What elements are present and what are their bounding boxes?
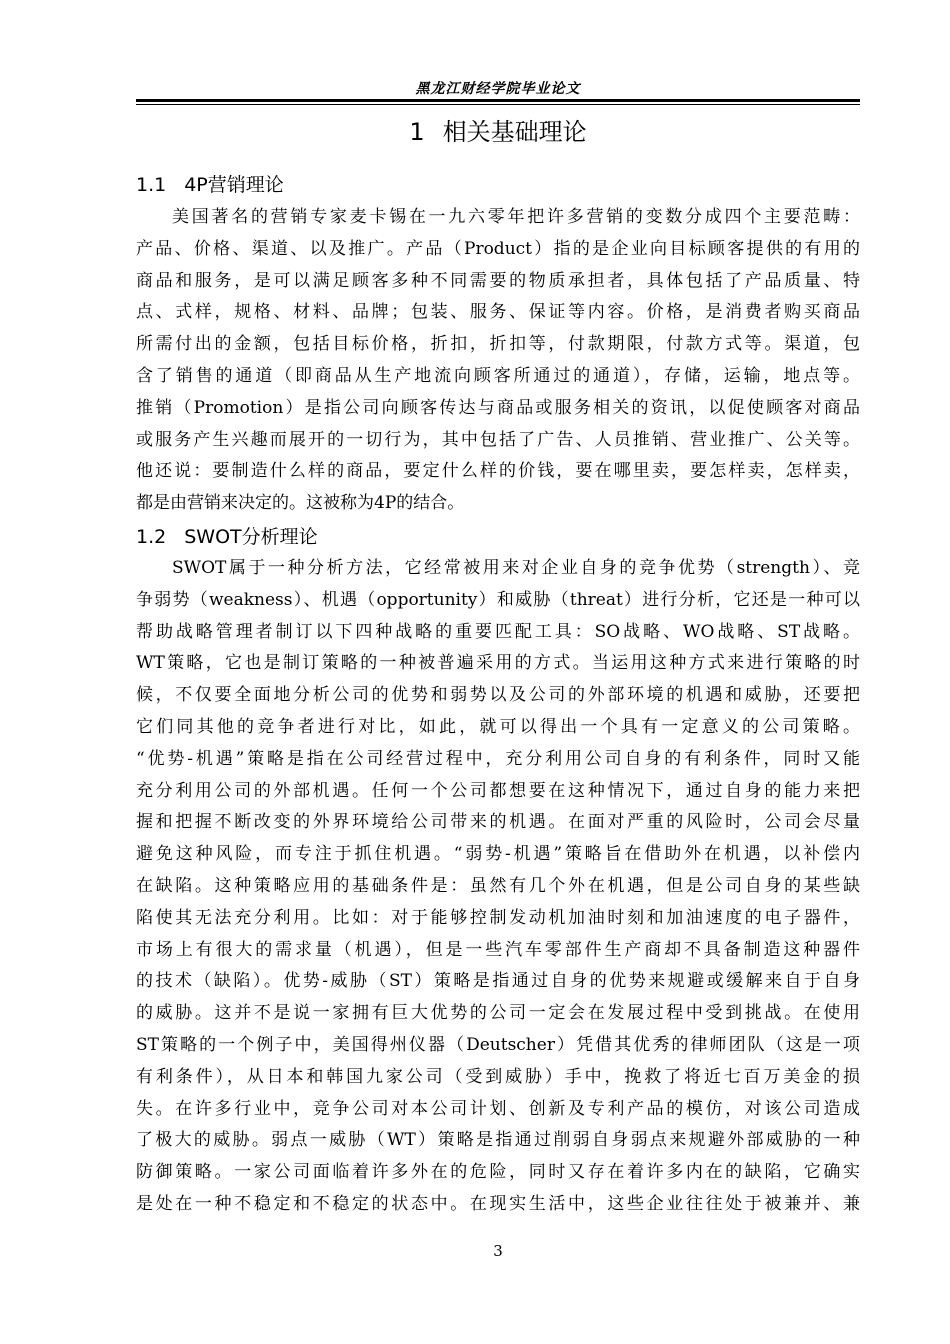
chapter-heading	[136, 112, 860, 147]
text-line: 市场上有很大的需求量（机遇），但是一些汽车零部件生产商却不具备制造这种器件	[136, 939, 860, 960]
section-number: 1.1	[136, 174, 167, 196]
paragraph-swot	[136, 553, 860, 1221]
text-line: 都是由营销来决定的。这被称为4P的结合。	[136, 493, 465, 514]
paragraph-4p	[136, 202, 860, 520]
text-line: “优势-机遇”策略是指在公司经营过程中，充分利用公司自身的有利条件，同时又能	[136, 748, 860, 769]
text-line: 防御策略。一家公司面临着许多外在的危险，同时又存在着许多内在的缺陷，它确实	[136, 1162, 860, 1183]
text-line: 候，不仅要全面地分析公司的优势和弱势以及公司的外部环境的机遇和威胁，还要把	[136, 685, 860, 706]
text-line: 了极大的威胁。弱点一威胁（WT）策略是指通过削弱自身弱点来规避外部威胁的一种	[136, 1130, 860, 1151]
text-line: WT策略，它也是制订策略的一种被普遍采用的方式。当运用这种方式来进行策略的时	[136, 653, 860, 674]
text-line: 产品、价格、渠道、以及推广。产品（Product）指的是企业向目标顾客提供的有用的	[136, 238, 860, 259]
text-line: 避免这种风险，而专注于抓住机遇。“弱势-机遇”策略旨在借助外在机遇，以补偿内	[136, 844, 860, 865]
text-line: 握和把握不断改变的外界环境给公司带来的机遇。在面对严重的风险时，公司会尽量	[136, 812, 860, 833]
text-line: 点、式样，规格、材料、品牌；包装、服务、保证等内容。价格，是消费者购买商品	[136, 302, 860, 323]
text-line: 的威胁。这并不是说一家拥有巨大优势的公司一定会在发展过程中受到挑战。在使用	[136, 1003, 860, 1024]
text-line: 充分利用公司的外部机遇。任何一个公司都想要在这种情况下，通过自身的能力来把	[136, 780, 860, 801]
header-rule-thick	[136, 99, 860, 102]
text-line: 的技术（缺陷）。优势-威胁（ST）策略是指通过自身的优势来规避或缓解来自于自身	[136, 971, 860, 992]
text-line: 商品和服务，是可以满足顾客多种不同需要的物质承担者，具体包括了产品质量、特	[136, 270, 860, 291]
header-rule-thin	[136, 104, 860, 105]
chapter-number: 1	[409, 118, 425, 146]
text-line: 美国著名的营销专家麦卡锡在一九六零年把许多营销的变数分成四个主要范畴：	[172, 207, 860, 227]
section-title: SWOT分析理论	[184, 526, 318, 548]
running-header: 黑龙江财经学院毕业论文	[415, 81, 581, 97]
section-title: 4P营销理论	[184, 174, 284, 196]
text-line: 含了销售的通道（即商品从生产地流向顾客所通过的通道），存储，运输，地点等。	[136, 365, 860, 386]
text-line: ST策略的一个例子中，美国得州仪器（Deutscher）凭借其优秀的律师团队（这是一项	[136, 1034, 860, 1055]
text-line: 是处在一种不稳定和不稳定的状态中。在现实生活中，这些企业往往处于被兼并、兼	[136, 1193, 860, 1214]
text-line: 它们同其他的竞争者进行对比，如此，就可以得出一个具有一定意义的公司策略。	[136, 716, 860, 737]
text-line: 他还说：要制造什么样的商品，要定什么样的价钱，要在哪里卖，要怎样卖，怎样卖，	[136, 461, 860, 482]
text-line: 在缺陷。这种策略应用的基础条件是：虽然有几个外在机遇，但是公司自身的某些缺	[136, 875, 860, 896]
section-heading-1-2	[136, 522, 318, 549]
text-line: 争弱势（weakness）、机遇（opportunity）和威胁（threat）进行分析，它还是一种可以	[136, 589, 860, 610]
section-heading-1-1	[136, 170, 284, 197]
page-number: 3	[493, 1242, 503, 1260]
text-line: 所需付出的金额，包括目标价格，折扣，折扣等，付款期限，付款方式等。渠道，包	[136, 334, 860, 355]
text-line: 推销（Promotion）是指公司向顾客传达与商品或服务相关的资讯，以促使顾客对商品	[136, 397, 860, 418]
text-line: 陷使其无法充分利用。比如：对于能够控制发动机加油时刻和加油速度的电子器件，	[136, 907, 860, 928]
text-line: SWOT属于一种分析方法，它经常被用来对企业自身的竞争优势（strength）、竞	[172, 558, 860, 578]
text-line: 有利条件），从日本和韩国九家公司（受到威胁）手中，挽救了将近七百万美金的损	[136, 1066, 860, 1087]
text-line: 帮助战略管理者制订以下四种战略的重要匹配工具：SO战略、WO战略、ST战略。	[136, 621, 860, 642]
chapter-title: 相关基础理论	[442, 118, 587, 146]
section-number: 1.2	[136, 526, 167, 548]
text-line: 失。在许多行业中，竞争公司对本公司计划、创新及专利产品的模仿，对该公司造成	[136, 1098, 860, 1119]
text-line: 或服务产生兴趣而展开的一切行为，其中包括了广告、人员推销、营业推广、公关等。	[136, 429, 860, 450]
